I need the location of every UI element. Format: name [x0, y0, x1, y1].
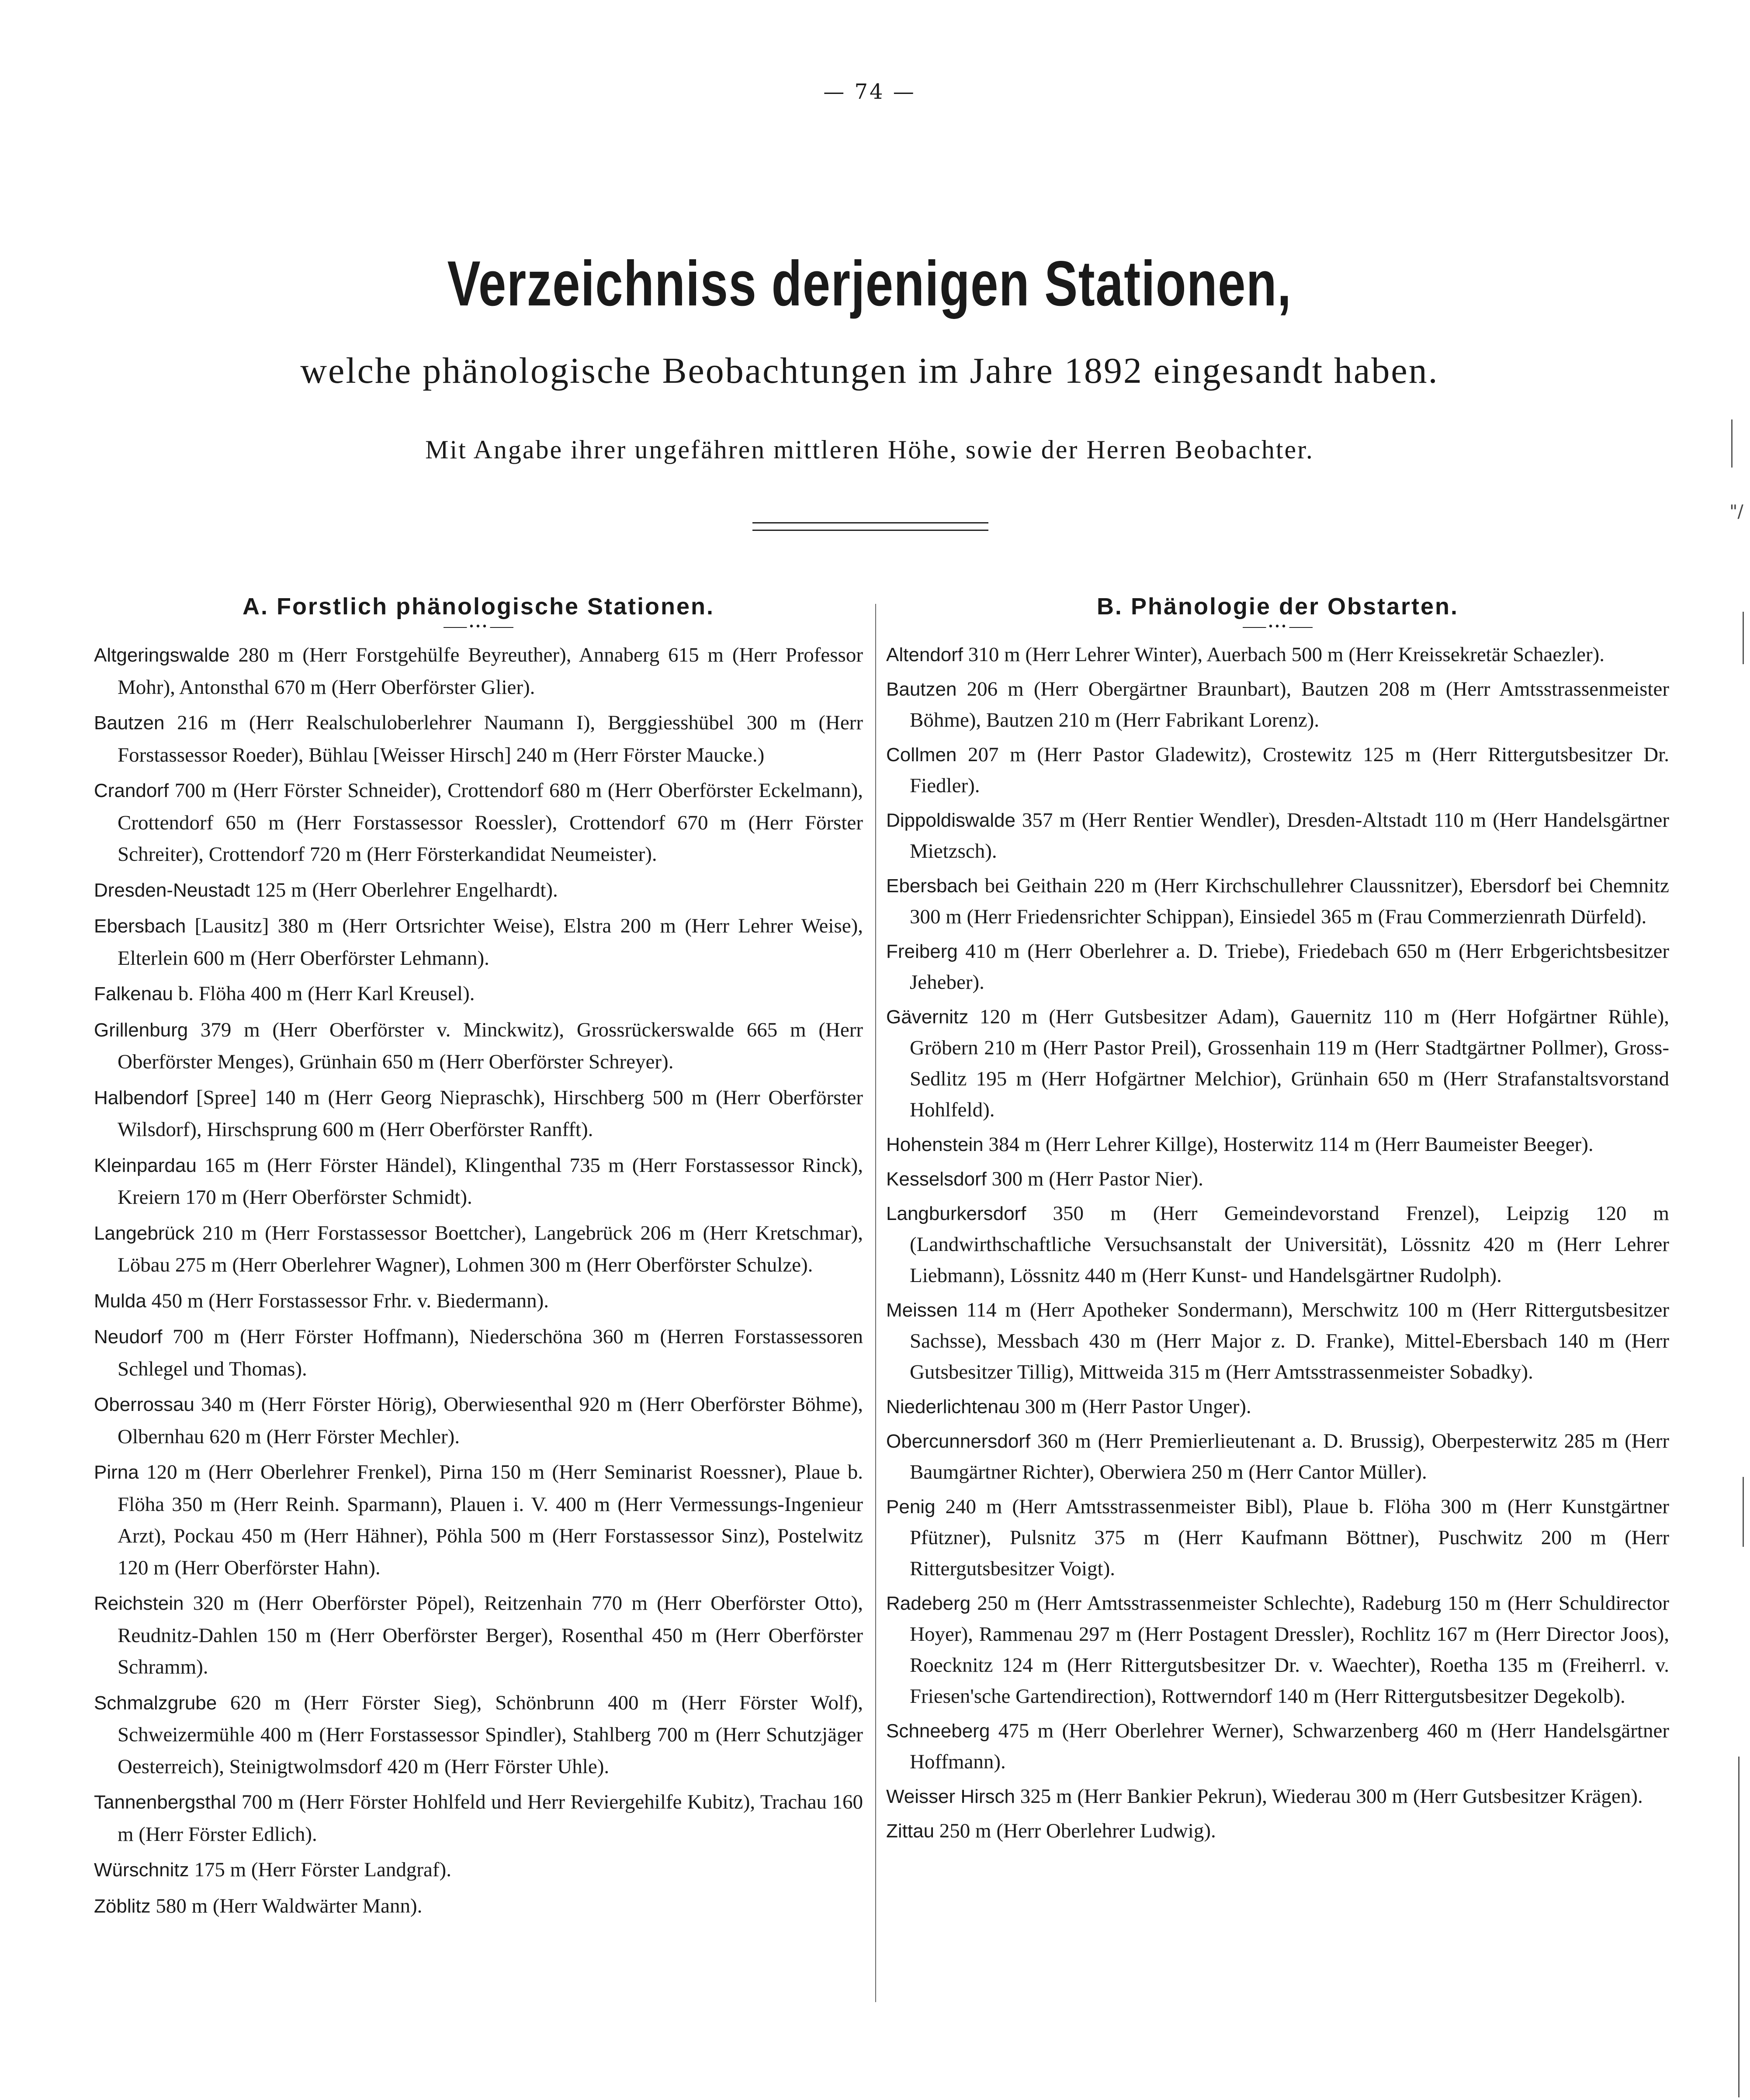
station-details: 280 m (Herr Forstgehülfe Beyreuther), Annaberg 615 m (Herr Professor Mohr), Antonsthal 670 m (Herr Oberförster Glier).: [118, 644, 863, 699]
station-entry: [886, 1129, 1669, 1160]
station-place-name: Gävernitz: [886, 1006, 969, 1028]
station-entry: [94, 1321, 863, 1385]
station-details: 450 m (Herr Forstassessor Frhr. v. Biedermann).: [146, 1289, 549, 1312]
station-details: 700 m (Herr Förster Schneider), Crottendorf 680 m (Herr Oberförster Eckelmann), Crottendorf 650 m (Herr Forstassessor Roessler), Crottendorf 670 m (Herr Förster Schreiter), Crottendorf 720 m (Herr Försterkandidat Neumeister).: [118, 779, 863, 866]
station-details: 580 m (Herr Waldwärter Mann).: [150, 1894, 423, 1917]
station-place-name: Halbendorf: [94, 1087, 188, 1109]
station-details: 250 m (Herr Amtsstrassenmeister Schlechte), Radeburg 150 m (Herr Schuldirector Hoyer), Rammenau 297 m (Herr Postagent Dressler), Rochlitz 167 m (Herr Director Joos), Roecknitz 124 m (Herr Rittergutsbesitzer Dr. v. Waechter), Roetha 135 m (Freiherrl. v. Friesen'sche Gartendirection), Rottwerndorf 140 m (Herr Rittergutsbesitzer Degekolb).: [910, 1592, 1669, 1708]
station-entry: [94, 1285, 863, 1317]
section-b-column: [886, 592, 1669, 1850]
station-place-name: Pirna: [94, 1462, 139, 1483]
station-details: 384 m (Herr Lehrer Killge), Hosterwitz 114 m (Herr Baumeister Beeger).: [983, 1133, 1594, 1156]
station-entry: [94, 978, 863, 1010]
section-a-entries: [94, 639, 863, 1922]
station-entry: [94, 775, 863, 870]
ornament-glyph: •••: [1266, 621, 1289, 633]
station-place-name: Altendorf: [886, 644, 963, 665]
station-place-name: Zöblitz: [94, 1895, 151, 1917]
station-details: 250 m (Herr Oberlehrer Ludwig).: [934, 1819, 1216, 1842]
station-place-name: Falkenau: [94, 983, 173, 1005]
station-place-name: Schneeberg: [886, 1720, 990, 1742]
station-entry: [886, 805, 1669, 867]
station-entry: [94, 1854, 863, 1886]
station-place-name: Radeberg: [886, 1593, 971, 1614]
station-entry: [94, 1587, 863, 1683]
section-b-entries: [886, 639, 1669, 1847]
station-details: 475 m (Herr Oberlehrer Werner), Schwarzenberg 460 m (Herr Handelsgärtner Hoffmann).: [910, 1719, 1669, 1773]
station-place-name: Langebrück: [94, 1222, 194, 1244]
station-place-name: Schmalzgrube: [94, 1692, 217, 1714]
station-entry: [94, 1456, 863, 1584]
ornament-glyph: •••: [467, 621, 490, 633]
station-entry: [886, 1816, 1669, 1847]
station-details: 175 m (Herr Förster Landgraf).: [189, 1858, 451, 1881]
station-place-name: Zittau: [886, 1820, 935, 1842]
station-entry: [886, 1391, 1669, 1422]
station-entry: [94, 1786, 863, 1850]
station-details: 320 m (Herr Oberförster Pöpel), Reitzenhain 770 m (Herr Oberförster Otto), Reudnitz-Dahlen 150 m (Herr Oberförster Berger), Rosenthal 450 m (Herr Oberförster Schramm).: [118, 1592, 863, 1678]
station-entry: [94, 1890, 863, 1923]
column-divider: [875, 604, 876, 2002]
station-place-name: Altgeringswalde: [94, 645, 230, 666]
station-place-name: Niederlichtenau: [886, 1396, 1020, 1417]
margin-mark: [1731, 419, 1733, 468]
station-details: [Lausitz] 380 m (Herr Ortsrichter Weise), Elstra 200 m (Herr Lehrer Weise), Elterlein 600 m (Herr Oberförster Lehmann).: [118, 915, 863, 970]
page-subtitle: welche phänologische Beobachtungen im Jahre 1892 eingesandt haben.: [300, 350, 1439, 391]
station-details: 206 m (Herr Obergärtner Braunbart), Bautzen 208 m (Herr Amtsstrassenmeister Böhme), Bautzen 210 m (Herr Fabrikant Lorenz).: [910, 678, 1669, 731]
station-entry: [94, 1150, 863, 1213]
station-details: 350 m (Herr Gemeindevorstand Frenzel), Leipzig 120 m (Landwirthschaftliche Versuchsanstalt der Universität), Lössnitz 420 m (Herr Lehrer Liebmann), Lössnitz 440 m (Herr Kunst- und Handelsgärtner Rudolph).: [910, 1202, 1669, 1287]
station-details: 379 m (Herr Oberförster v. Minckwitz), Grossrückerswalde 665 m (Herr Oberförster Menges), Grünhain 650 m (Herr Oberförster Schreyer).: [118, 1018, 863, 1073]
station-place-name: Dippoldiswalde: [886, 810, 1015, 831]
page-title: Verzeichniss derjenigen Stationen,: [447, 248, 1292, 319]
station-details: 410 m (Herr Oberlehrer a. D. Triebe), Friedebach 650 m (Herr Erbgerichtsbesitzer Jeheber).: [910, 940, 1669, 994]
station-details: 360 m (Herr Premierlieutenant a. D. Brussig), Oberpesterwitz 285 m (Herr Baumgärtner Richter), Oberwiera 250 m (Herr Cantor Müller).: [910, 1430, 1669, 1483]
section-b-heading: B. Phänologie der Obstarten.: [1096, 593, 1459, 620]
station-entry: [886, 674, 1669, 736]
station-entry: [886, 1164, 1669, 1195]
station-details: 300 m (Herr Pastor Unger).: [1019, 1395, 1251, 1418]
station-place-name: Collmen: [886, 744, 957, 766]
section-a-column: [94, 592, 863, 1926]
station-details: bei Geithain 220 m (Herr Kirchschullehrer Claussnitzer), Ebersdorf bei Chemnitz 300 m (Herr Friedensrichter Schippan), Einsiedel 365 m (Frau Commerzienrath Dürfeld).: [910, 874, 1669, 928]
station-details: 120 m (Herr Gutsbesitzer Adam), Gauernitz 110 m (Herr Hofgärtner Rühle), Gröbern 210 m (Herr Pastor Preil), Grossenhain 119 m (Herr Stadtgärtner Pollmer), Gross-Sedlitz 195 m (Herr Hofgärtner Melchior), Grünhain 650 m (Herr Strafanstaltsvorstand Hohlfeld).: [910, 1005, 1669, 1121]
station-entry: [886, 639, 1669, 670]
station-place-name: Kesselsdorf: [886, 1168, 987, 1190]
station-details: 357 m (Herr Rentier Wendler), Dresden-Altstadt 110 m (Herr Handelsgärtner Mietzsch).: [910, 809, 1669, 863]
station-entry: [886, 936, 1669, 998]
station-details: 620 m (Herr Förster Sieg), Schönbrunn 400 m (Herr Förster Wolf), Schweizermühle 400 m (Herr Forstassessor Spindler), Stahlberg 700 m (Herr Schutzjäger Oesterreich), Steinigtwolmsdorf 420 m (Herr Förster Uhle).: [118, 1691, 863, 1778]
station-place-name: Penig: [886, 1496, 936, 1518]
station-entry: [94, 910, 863, 974]
station-place-name: Bautzen: [94, 712, 165, 734]
station-details: 207 m (Herr Pastor Gladewitz), Crostewitz 125 m (Herr Rittergutsbesitzer Dr. Fiedler).: [910, 743, 1669, 797]
station-entry: [886, 1198, 1669, 1291]
margin-mark: [1743, 612, 1744, 664]
station-details: 700 m (Herr Förster Hohlfeld und Herr Reviergehilfe Kubitz), Trachau 160 m (Herr Förster Edlich).: [118, 1791, 863, 1846]
station-details: 240 m (Herr Amtsstrassenmeister Bibl), Plaue b. Flöha 300 m (Herr Kunstgärtner Pfützner), Pulsnitz 375 m (Herr Kaufmann Böttner), Puschwitz 200 m (Herr Rittergutsbesitzer Voigt).: [910, 1495, 1669, 1580]
station-place-name: Obercunnersdorf: [886, 1431, 1031, 1452]
station-details: 114 m (Herr Apotheker Sondermann), Merschwitz 100 m (Herr Rittergutsbesitzer Sachsse), Messbach 430 m (Herr Major z. D. Franke), Mittel-Ebersbach 140 m (Herr Gutsbesitzer Tillig), Mittweida 315 m (Herr Amtsstrassenmeister Sobadky).: [910, 1299, 1669, 1383]
station-details: 125 m (Herr Oberlehrer Engelhardt).: [250, 878, 558, 901]
station-place-name: Würschnitz: [94, 1859, 189, 1881]
station-entry: [94, 1687, 863, 1783]
station-entry: [886, 1001, 1669, 1126]
station-place-name: Tannenbergsthal: [94, 1792, 236, 1813]
station-entry: [94, 639, 863, 703]
station-place-name: Ebersbach: [886, 875, 978, 897]
margin-glyph: "/: [1729, 502, 1743, 522]
station-place-name: Langburkersdorf: [886, 1203, 1026, 1224]
station-place-name: Mulda: [94, 1290, 146, 1312]
station-place-name: Oberrossau: [94, 1394, 194, 1415]
station-place-name: Bautzen: [886, 679, 957, 700]
station-place-name: Crandorf: [94, 780, 169, 801]
station-entry: [886, 1588, 1669, 1712]
station-details: 325 m (Herr Bankier Pekrun), Wiederau 300 m (Herr Gutsbesitzer Krägen).: [1015, 1785, 1643, 1808]
station-entry: [886, 1426, 1669, 1488]
station-details: 300 m (Herr Pastor Nier).: [986, 1168, 1203, 1190]
station-place-name: Grillenburg: [94, 1019, 188, 1041]
section-a-heading: A. Forstlich phänologische Stationen.: [242, 593, 715, 620]
station-place-name: Weisser Hirsch: [886, 1786, 1015, 1807]
title-double-rule-top: [752, 522, 988, 523]
station-details: b. Flöha 400 m (Herr Karl Kreusel).: [173, 982, 475, 1005]
station-details: 120 m (Herr Oberlehrer Frenkel), Pirna 150 m (Herr Seminarist Roessner), Plaue b. Flöha 350 m (Herr Reinh. Sparmann), Plauen i. V. 400 m (Herr Vermessungs-Ingenieur Arzt), Pockau 450 m (Herr Hähner), Pöhla 500 m (Herr Forstassessor Sinz), Postelwitz 120 m (Herr Oberförster Hahn).: [118, 1461, 863, 1579]
station-entry: [886, 1715, 1669, 1778]
station-entry: [94, 1389, 863, 1452]
station-entry: [886, 739, 1669, 801]
station-entry: [886, 1491, 1669, 1584]
margin-mark: [1738, 1757, 1740, 2097]
station-entry: [94, 707, 863, 771]
station-place-name: Hohenstein: [886, 1134, 984, 1155]
station-place-name: Ebersbach: [94, 915, 186, 937]
station-entry: [94, 874, 863, 907]
station-details: 700 m (Herr Förster Hoffmann), Niederschöna 360 m (Herren Forstassessoren Schlegel und Thomas).: [118, 1325, 863, 1380]
section-b-ornament: [886, 621, 1669, 634]
page-subsubtitle: Mit Angabe ihrer ungefähren mittleren Höhe, sowie der Herren Beobachter.: [425, 435, 1314, 464]
station-details: 210 m (Herr Forstassessor Boettcher), Langebrück 206 m (Herr Kretschmar), Löbau 275 m (Herr Oberlehrer Wagner), Lohmen 300 m (Herr Oberförster Schulze).: [118, 1221, 863, 1276]
station-details: 310 m (Herr Lehrer Winter), Auerbach 500 m (Herr Kreissekretär Schaezler).: [963, 643, 1605, 666]
page-number: — 74 —: [823, 80, 916, 104]
station-entry: [94, 1014, 863, 1078]
station-place-name: Dresden-Neustadt: [94, 879, 250, 901]
station-details: [Spree] 140 m (Herr Georg Niepraschk), Hirschberg 500 m (Herr Oberförster Wilsdorf), Hirschsprung 600 m (Herr Oberförster Ranfft).: [118, 1086, 863, 1141]
station-entry: [94, 1217, 863, 1281]
station-details: 165 m (Herr Förster Händel), Klingenthal 735 m (Herr Forstassessor Rinck), Kreiern 170 m (Herr Oberförster Schmidt).: [118, 1154, 863, 1209]
station-place-name: Neudorf: [94, 1326, 163, 1348]
station-place-name: Meissen: [886, 1300, 958, 1321]
margin-mark: [1743, 1477, 1744, 1547]
station-place-name: Kleinpardau: [94, 1154, 197, 1176]
station-place-name: Reichstein: [94, 1593, 184, 1614]
station-entry: [94, 1082, 863, 1146]
station-entry: [886, 1781, 1669, 1812]
station-entry: [886, 870, 1669, 932]
station-entry: [886, 1295, 1669, 1388]
section-a-ornament: [94, 621, 863, 634]
station-details: 340 m (Herr Förster Hörig), Oberwiesenthal 920 m (Herr Oberförster Böhme), Olbernhau 620 m (Herr Förster Mechler).: [118, 1393, 863, 1448]
station-details: 216 m (Herr Realschuloberlehrer Naumann I), Berggiesshübel 300 m (Herr Forstassessor Roeder), Bühlau [Weisser Hirsch] 240 m (Herr Förster Maucke.): [118, 711, 863, 766]
station-place-name: Freiberg: [886, 941, 958, 962]
title-double-rule-bottom: [752, 530, 988, 531]
